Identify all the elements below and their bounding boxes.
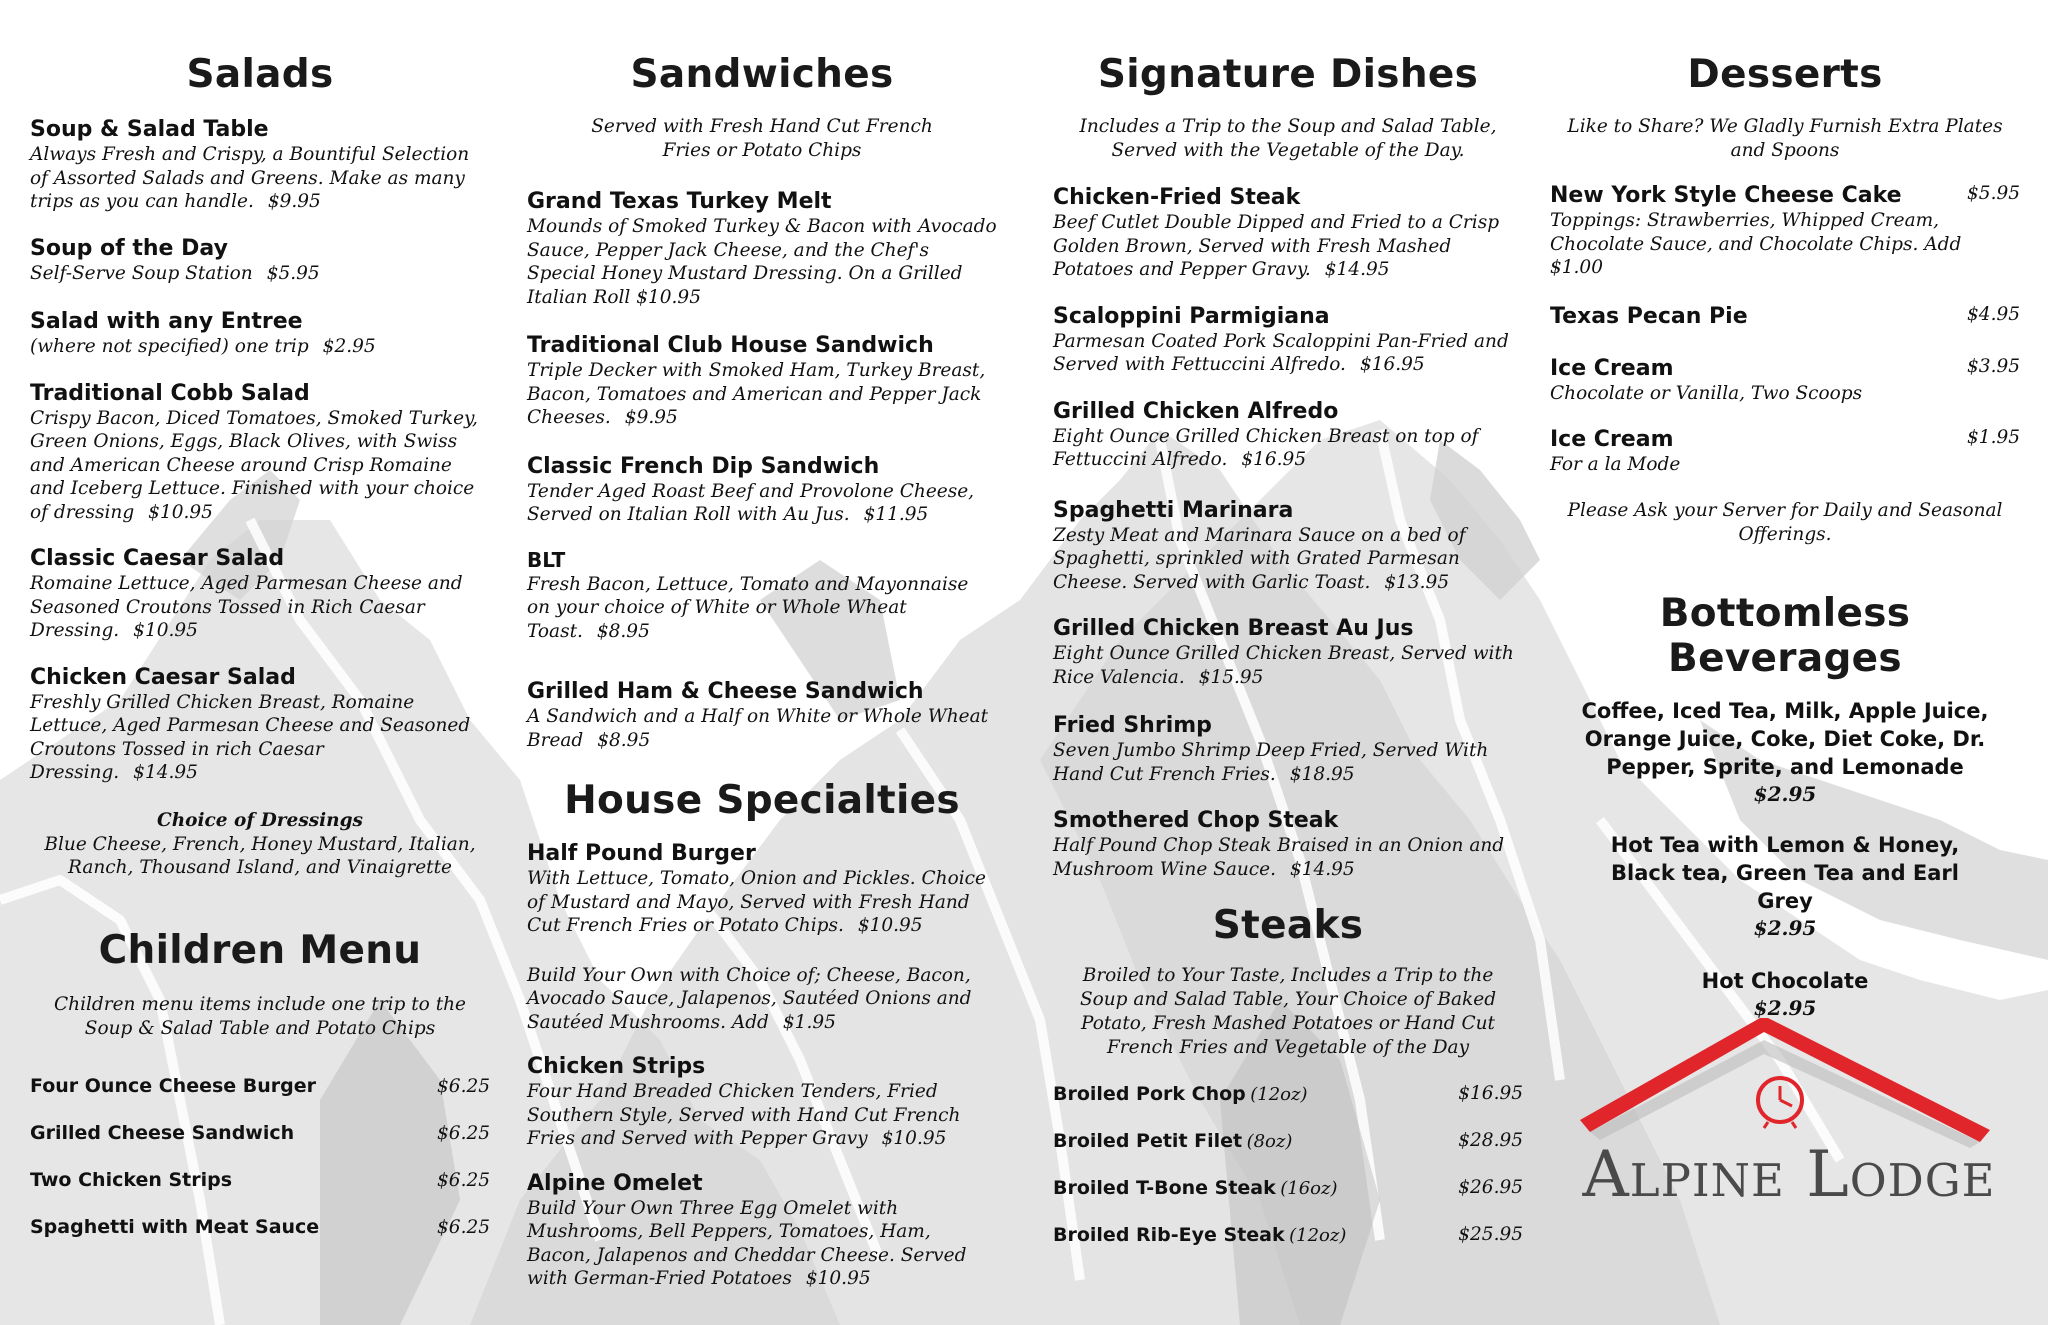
item-price: $18.95	[1289, 763, 1355, 785]
beverage-price: $2.95	[1753, 995, 1817, 1020]
alpine-lodge-logo	[1560, 1000, 2020, 1250]
item-desc: Crispy Bacon, Diced Tomatoes, Smoked Turkey, Green Onions, Eggs, Black Olives, with Swiss and American Cheese around Crisp Romaine and Iceberg Lettuce. Finished with your choice of dressing $10.95	[30, 407, 478, 523]
item-desc: Romaine Lettuce, Aged Parmesan Cheese and Seasoned Croutons Tossed in Rich Caesar Dressing. $10.95	[30, 573, 463, 641]
item-name: Soup & Salad Table	[30, 117, 269, 142]
kids-item: Spaghetti with Meat Sauce $6.25	[30, 1216, 490, 1238]
item-name: New York Style Cheese Cake	[1550, 183, 1902, 208]
item-desc: Self-Serve Soup Station $5.95	[30, 262, 320, 284]
item-price: $2.95	[322, 336, 376, 357]
item-price: $14.95	[1324, 259, 1390, 280]
item-name: Chicken Caesar Salad	[30, 664, 296, 690]
item-price: $16.95	[1241, 449, 1307, 470]
item-desc: Eight Ounce Grilled Chicken Breast on top of Fettuccini Alfredo. $16.95	[1053, 425, 1479, 470]
menu-item	[1053, 808, 1523, 881]
menu-item	[1550, 304, 2020, 330]
item-price: $13.95	[1384, 571, 1450, 593]
item-name: Traditional Club House Sandwich	[527, 333, 934, 358]
item-price: $4.95	[1967, 303, 2020, 325]
menu-item	[1053, 498, 1523, 595]
menu-item	[1550, 183, 2020, 280]
kids-item: Four Ounce Cheese Burger $6.25	[30, 1075, 490, 1097]
item-price: $6.25	[437, 1075, 490, 1097]
logo-text: Alpine Lodge	[1582, 1138, 1996, 1212]
item-name: Smothered Chop Steak	[1053, 808, 1339, 833]
signature-title: Signature Dishes	[1097, 52, 1479, 97]
kids-item: Grilled Cheese Sandwich $6.25	[30, 1122, 490, 1144]
menu-item	[527, 1171, 997, 1291]
menu-item	[30, 546, 490, 643]
menu-item	[1550, 427, 2020, 477]
item-price: $6.25	[437, 1216, 490, 1238]
desserts-intro: Like to Share? We Gladly Furnish Extra Plates and Spoons	[1567, 116, 2003, 161]
item-name: Scaloppini Parmigiana	[1053, 303, 1330, 329]
item-price: $11.95	[863, 504, 929, 525]
item-price: $5.95	[266, 262, 320, 284]
menu-item	[30, 309, 490, 359]
column-desserts	[1550, 52, 2020, 1021]
item-price: $14.95	[133, 762, 198, 783]
item-name: Soup of the Day	[30, 235, 228, 261]
sandwiches-title: Sandwiches	[630, 52, 894, 97]
menu-item	[1053, 713, 1523, 786]
item-name: Ice Cream	[1550, 427, 1674, 452]
item-price: $8.95	[596, 620, 650, 642]
item-price: $5.95	[1967, 183, 2020, 204]
steaks-title: Steaks	[1212, 903, 1364, 948]
item-desc: With Lettuce, Tomato, Onion and Pickles. Choice of Mustard and Mayo, Served with Fresh Hand Cut French Fries or Potato Chips. $10.95	[527, 868, 986, 936]
beverage-price: $2.95	[1753, 915, 1817, 940]
item-desc: For a la Mode	[1550, 454, 1681, 475]
item-price: $10.95	[133, 620, 198, 641]
item-desc: (where not specified) one trip $2.95	[30, 336, 376, 357]
item-desc: Mounds of Smoked Turkey & Bacon with Avocado Sauce, Pepper Jack Cheese, and the Chef's Special Honey Mustard Dressing. On a Grilled Italian Roll $10.95	[527, 216, 997, 308]
beverage-group: Coffee, Iced Tea, Milk, Apple Juice, Orange Juice, Coke, Diet Coke, Dr. Pepper, Sprite, and Lemonade	[1581, 698, 1989, 779]
beverage-group: Hot Tea with Lemon & Honey, Black tea, Green Tea and Earl Grey	[1610, 832, 1960, 913]
menu-item	[527, 547, 997, 644]
steaks-intro: Broiled to Your Taste, Includes a Trip to the Soup and Salad Table, Your Choice of Baked Potato, Fresh Mashed Potatoes or Hand Cut French Fries and Vegetable of the Day	[1079, 965, 1497, 1058]
item-desc: Parmesan Coated Pork Scaloppini Pan-Fried and Served with Fettuccini Alfredo. $16.95	[1053, 330, 1509, 375]
item-desc: Chocolate or Vanilla, Two Scoops	[1550, 382, 1863, 404]
item-desc: Fresh Bacon, Lettuce, Tomato and Mayonnaise on your choice of White or Whole Wheat Toast. $8.95	[527, 573, 969, 642]
item-desc: Half Pound Chop Steak Braised in an Onion and Mushroom Wine Sauce. $14.95	[1053, 835, 1505, 880]
menu-item	[527, 333, 997, 430]
menu-item	[527, 454, 997, 527]
dressings-title: Choice of Dressings	[157, 809, 363, 831]
item-price: $10.95	[636, 286, 701, 308]
menu-item	[527, 189, 997, 309]
item-name: Traditional Cobb Salad	[30, 380, 310, 406]
item-name: Grilled Chicken Alfredo	[1053, 398, 1339, 424]
item-price: $8.95	[597, 729, 651, 751]
item-desc: Four Hand Breaded Chicken Tenders, Fried Southern Style, Served with Hand Cut French Fries and Served with Pepper Gravy $10.95	[527, 1081, 961, 1149]
children-intro: Children menu items include one trip to the Soup & Salad Table and Potato Chips	[54, 993, 466, 1039]
menu-item	[527, 964, 997, 1035]
beverage-group: Hot Chocolate	[1701, 968, 1869, 993]
item-name: Texas Pecan Pie	[1550, 303, 1748, 329]
roof-clock-icon	[1560, 1000, 2020, 1250]
beverages-title: Bottomless Beverages	[1659, 590, 1911, 681]
item-price: $10.95	[805, 1268, 871, 1289]
item-name: Chicken-Fried Steak	[1053, 185, 1301, 210]
menu-item	[30, 236, 490, 286]
item-price: $15.95	[1198, 666, 1264, 688]
item-name: Spaghetti Marinara	[1053, 497, 1294, 523]
column-salads	[30, 52, 490, 1251]
house-title: House Specialties	[564, 778, 960, 823]
menu-item	[30, 381, 490, 525]
item-price: $9.95	[624, 407, 678, 428]
item-name: Grilled Ham & Cheese Sandwich	[527, 679, 924, 704]
steak-item: Broiled T-Bone Steak (16oz) $26.95	[1053, 1176, 1523, 1199]
item-desc: Eight Ounce Grilled Chicken Breast, Served with Rice Valencia. $15.95	[1053, 643, 1514, 688]
item-name: Fried Shrimp	[1053, 713, 1212, 738]
item-price: $6.25	[437, 1169, 490, 1191]
steak-item: Broiled Pork Chop (12oz) $16.95	[1053, 1082, 1523, 1105]
item-price: $10.95	[148, 501, 213, 523]
item-price: $3.95	[1967, 355, 2020, 377]
item-desc: Always Fresh and Crispy, a Bountiful Selection of Assorted Salads and Greens. Make as many trips as you can handle. $9.95	[30, 144, 470, 212]
column-sandwiches	[527, 52, 997, 1291]
item-desc: A Sandwich and a Half on White or Whole Wheat Bread $8.95	[527, 706, 989, 751]
item-desc: Build Your Own Three Egg Omelet with Mushrooms, Bell Peppers, Tomatoes, Ham, Bacon, Jalapenos and Cheddar Cheese. Served with German-Fried Potatoes $10.95	[527, 1197, 967, 1289]
item-price: $16.95	[1359, 354, 1425, 375]
steak-item: Broiled Petit Filet (8oz) $28.95	[1053, 1129, 1523, 1152]
item-name: Ice Cream	[1550, 355, 1674, 381]
item-desc: Seven Jumbo Shrimp Deep Fried, Served With Hand Cut French Fries. $18.95	[1053, 740, 1489, 785]
item-price: $26.95	[1458, 1177, 1523, 1198]
menu-item	[1053, 616, 1523, 689]
dressings-list: Blue Cheese, French, Honey Mustard, Italian, Ranch, Thousand Island, and Vinaigrette	[44, 833, 476, 878]
item-desc: Zesty Meat and Marinara Sauce on a bed of Spaghetti, sprinkled with Grated Parmesan Cheese. Served with Garlic Toast. $13.95	[1053, 524, 1466, 593]
item-desc: Build Your Own with Choice of; Cheese, Bacon, Avocado Sauce, Jalapenos, Sautéed Onions and Sautéed Mushrooms. Add $1.95	[527, 964, 972, 1033]
menu-item	[30, 665, 490, 785]
item-name: Classic Caesar Salad	[30, 546, 285, 571]
menu-item	[1053, 399, 1523, 472]
item-name: Salad with any Entree	[30, 309, 303, 334]
menu-item	[30, 117, 490, 214]
kids-item: Two Chicken Strips $6.25	[30, 1169, 490, 1191]
item-price: $10.95	[881, 1128, 947, 1149]
item-price: $16.95	[1458, 1083, 1523, 1104]
item-price: $1.95	[782, 1011, 836, 1033]
desserts-title: Desserts	[1687, 52, 1883, 97]
signature-intro: Includes a Trip to the Soup and Salad Table, Served with the Vegetable of the Day.	[1079, 116, 1497, 161]
menu-item	[1550, 356, 2020, 406]
item-price: $6.25	[437, 1122, 490, 1144]
item-price: $9.95	[267, 191, 321, 212]
item-name: Alpine Omelet	[527, 1170, 703, 1196]
children-title: Children Menu	[98, 927, 422, 973]
item-desc: Tender Aged Roast Beef and Provolone Cheese, Served on Italian Roll with Au Jus. $11.95	[527, 480, 975, 525]
beverage-price: $2.95	[1753, 781, 1817, 806]
salads-title: Salads	[186, 52, 334, 97]
item-desc: Freshly Grilled Chicken Breast, Romaine Lettuce, Aged Parmesan Cheese and Seasoned Croutons Tossed in rich Caesar Dressing. $14.95	[30, 691, 471, 783]
item-name: Classic French Dip Sandwich	[527, 453, 880, 479]
item-name: Chicken Strips	[527, 1054, 706, 1079]
item-name: Grand Texas Turkey Melt	[527, 189, 832, 214]
item-price: $1.95	[1967, 427, 2020, 448]
menu-item	[527, 1054, 997, 1151]
menu-item	[527, 841, 997, 938]
item-name: Half Pound Burger	[527, 841, 756, 866]
menu-item	[527, 679, 997, 752]
menu-item	[1053, 304, 1523, 377]
item-desc: Toppings: Strawberries, Whipped Cream, Chocolate Sauce, and Chocolate Chips. Add $1.00	[1550, 210, 1962, 278]
column-signature	[1053, 52, 1523, 1258]
item-desc: Beef Cutlet Double Dipped and Fried to a Crisp Golden Brown, Served with Fresh Mashed Potatoes and Pepper Gravy. $14.95	[1053, 212, 1500, 280]
item-price: $14.95	[1289, 858, 1355, 880]
steak-item: Broiled Rib-Eye Steak (12oz) $25.95	[1053, 1223, 1523, 1246]
desserts-note: Please Ask your Server for Daily and Seasonal Offerings.	[1567, 499, 2003, 545]
item-price: $25.95	[1458, 1224, 1523, 1245]
item-name: Grilled Chicken Breast Au Jus	[1053, 616, 1414, 641]
item-desc: Triple Decker with Smoked Ham, Turkey Breast, Bacon, Tomatoes and American and Pepper Jack Cheeses. $9.95	[527, 360, 986, 428]
item-name: BLT	[527, 547, 566, 572]
sandwiches-intro: Served with Fresh Hand Cut French Fries or Potato Chips	[591, 116, 933, 161]
item-price: $28.95	[1458, 1130, 1523, 1151]
item-price: $10.95	[857, 915, 923, 936]
menu-item	[1053, 185, 1523, 282]
